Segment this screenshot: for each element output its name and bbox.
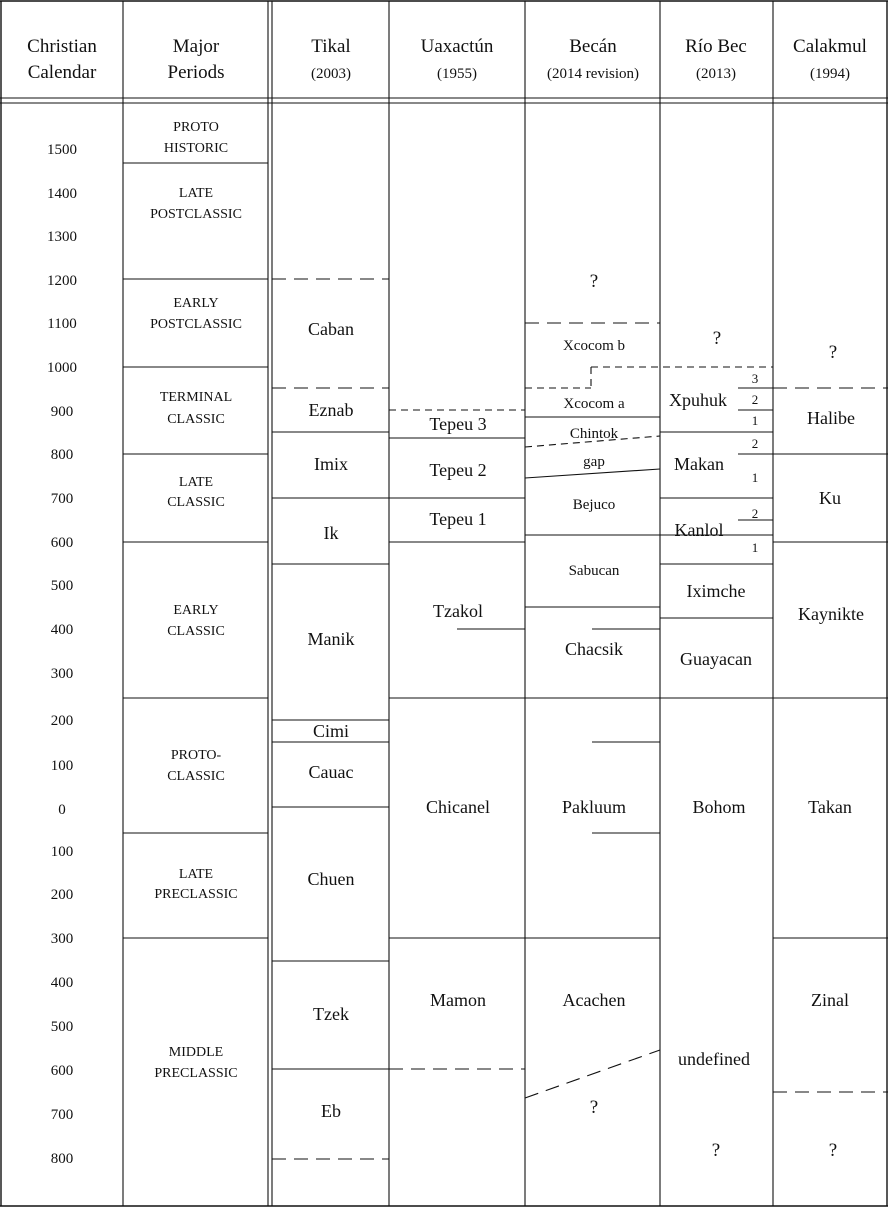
- becan-gap: gap: [583, 454, 605, 470]
- riobec-phase: Kanlol: [674, 520, 724, 540]
- becan-phase: Xcocom b: [562, 338, 626, 354]
- year-label: 200: [50, 713, 74, 729]
- period-label: TERMINAL: [159, 390, 233, 405]
- riobec-phase: Iximche: [686, 581, 746, 601]
- year-label: 300: [50, 666, 74, 682]
- riobec-question-mark: ?: [711, 1140, 721, 1161]
- header-calakmul-year: (1994): [810, 66, 850, 82]
- year-label: 600: [50, 1063, 74, 1079]
- tikal-phase: Cimi: [312, 721, 350, 741]
- period-label: CLASSIC: [167, 412, 225, 427]
- riobec-phase: Guayacan: [680, 649, 752, 669]
- header-periods-line2: Periods: [167, 62, 225, 83]
- tikal-phase: Cauac: [308, 762, 354, 782]
- uaxactun-phase: Tzakol: [433, 601, 483, 621]
- period-label: LATE: [178, 475, 214, 490]
- year-label: 400: [50, 622, 74, 638]
- tikal-phase: Imix: [314, 454, 348, 474]
- riobec-subphase: 1: [751, 540, 759, 555]
- year-label: 300: [50, 931, 74, 947]
- period-label: PRECLASSIC: [154, 887, 238, 902]
- calakmul-phase: Takan: [808, 797, 852, 817]
- riobec-subphase: 2: [751, 436, 759, 451]
- calakmul-question-mark: ?: [828, 342, 838, 363]
- period-label: CLASSIC: [167, 495, 225, 510]
- header-uaxactun-year: (1955): [437, 66, 477, 82]
- becan-phase: Pakluum: [561, 797, 627, 817]
- becan-question-mark: ?: [589, 1097, 599, 1118]
- riobec-phase: Bohom: [692, 797, 746, 817]
- becan-phase: Sabucan: [568, 563, 620, 579]
- period-label: POSTCLASSIC: [150, 207, 242, 222]
- header-calakmul: Calakmul: [793, 36, 867, 57]
- header-tikal-year: (2003): [311, 66, 351, 82]
- period-label: PROTO: [173, 120, 219, 135]
- year-label: 1200: [47, 273, 77, 289]
- calakmul-phase: Zinal: [811, 990, 849, 1010]
- uaxactun-phase: Tepeu 3: [429, 414, 487, 434]
- tikal-column: [272, 279, 389, 1159]
- year-label: 1500: [47, 142, 77, 158]
- uaxactun-column: [389, 410, 525, 1069]
- tikal-phase: Tzek: [313, 1004, 349, 1024]
- riobec-subphase: 1: [751, 413, 759, 428]
- header-becan: Becán: [569, 36, 617, 57]
- riobec-phase: undefined: [678, 1049, 750, 1069]
- period-label: CLASSIC: [167, 624, 225, 639]
- year-label: 500: [50, 1019, 74, 1035]
- year-label: 600: [50, 535, 74, 551]
- header-periods-line1: Major: [172, 36, 220, 57]
- becan-column: [525, 271, 660, 1118]
- header-calendar-line2: Calendar: [27, 62, 97, 83]
- tikal-phase: Chuen: [307, 869, 355, 889]
- year-label: 400: [50, 975, 74, 991]
- uaxactun-phase: Mamon: [430, 990, 486, 1010]
- period-label: HISTORIC: [163, 141, 229, 156]
- uaxactun-phase: Chicanel: [426, 797, 490, 817]
- tikal-phase: Ik: [323, 523, 339, 543]
- year-label: 700: [50, 491, 74, 507]
- riobec-subphase: 2: [751, 506, 759, 521]
- period-label: LATE: [178, 186, 214, 201]
- becan-phase: Chintok: [569, 426, 619, 442]
- calakmul-question-mark: ?: [828, 1140, 838, 1161]
- becan-phase: Acachen: [562, 990, 626, 1010]
- period-label: LATE: [178, 867, 214, 882]
- riobec-question-mark: ?: [712, 328, 722, 349]
- uaxactun-phase: Tepeu 2: [429, 460, 487, 480]
- year-label: 800: [50, 1151, 74, 1167]
- year-label: 0: [58, 802, 66, 818]
- period-label: PROTO-: [170, 748, 222, 763]
- riobec-column: [591, 328, 773, 1161]
- year-label: 900: [50, 404, 74, 420]
- calakmul-column: [773, 342, 888, 1161]
- riobec-subphase: 3: [751, 371, 759, 386]
- header-riobec-year: (2013): [696, 66, 736, 82]
- year-label: 100: [50, 844, 74, 860]
- year-scale: [47, 142, 77, 1167]
- year-label: 700: [50, 1107, 74, 1123]
- tikal-phase: Eznab: [308, 400, 354, 420]
- becan-phase: Bejuco: [572, 497, 616, 513]
- year-label: 800: [50, 447, 74, 463]
- becan-phase: Chacsik: [565, 639, 623, 659]
- becan-question-mark: ?: [589, 271, 599, 292]
- period-label: MIDDLE: [168, 1045, 224, 1060]
- riobec-subphase: 2: [751, 392, 759, 407]
- period-label: EARLY: [173, 603, 219, 618]
- major-periods-column: [123, 120, 268, 1081]
- year-label: 200: [50, 887, 74, 903]
- column-headers: [27, 36, 867, 83]
- tikal-phase: Manik: [307, 629, 355, 649]
- header-riobec: Río Bec: [685, 36, 747, 57]
- year-label: 1400: [47, 186, 77, 202]
- riobec-phase: Makan: [674, 454, 724, 474]
- becan-phase: Xcocom a: [563, 396, 625, 412]
- period-label: POSTCLASSIC: [150, 317, 242, 332]
- period-label: CLASSIC: [167, 769, 225, 784]
- calakmul-phase: Ku: [819, 488, 841, 508]
- riobec-subphase: 1: [751, 470, 759, 485]
- header-calendar-line1: Christian: [27, 36, 97, 57]
- calakmul-phase: Halibe: [807, 408, 855, 428]
- header-becan-note: (2014 revision): [546, 66, 640, 82]
- year-label: 1100: [47, 316, 77, 332]
- calakmul-phase: Kaynikte: [798, 604, 864, 624]
- header-tikal: Tikal: [311, 36, 351, 57]
- year-label: 100: [50, 758, 74, 774]
- riobec-phase: Xpuhuk: [669, 390, 727, 410]
- header-uaxactun: Uaxactún: [420, 36, 494, 57]
- tikal-phase: Caban: [308, 319, 354, 339]
- year-label: 1000: [47, 360, 77, 376]
- uaxactun-phase: Tepeu 1: [429, 509, 487, 529]
- period-label: EARLY: [173, 296, 219, 311]
- year-label: 1300: [47, 229, 77, 245]
- tikal-phase: Eb: [321, 1101, 341, 1121]
- year-label: 500: [50, 578, 74, 594]
- period-label: PRECLASSIC: [154, 1066, 238, 1081]
